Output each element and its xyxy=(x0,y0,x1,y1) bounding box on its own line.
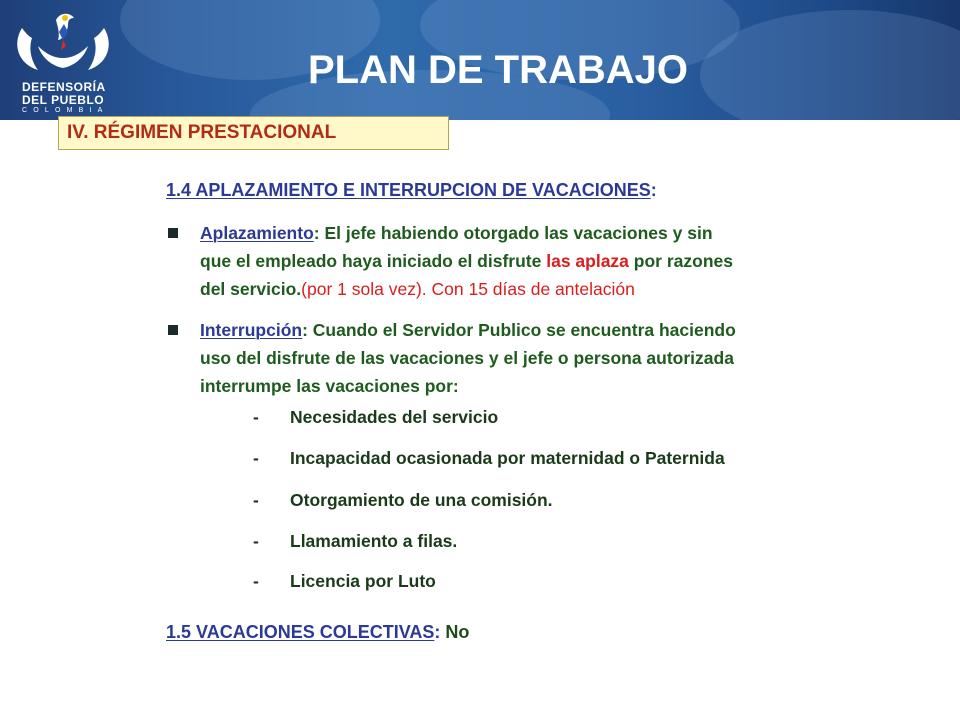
reason-list-item xyxy=(253,531,457,552)
reason-text: Incapacidad ocasionada por maternidad o Paternida xyxy=(290,448,725,468)
reason-text: Otorgamiento de una comisión. xyxy=(290,490,553,510)
aplazamiento-line-2 xyxy=(200,247,920,275)
reason-text: Llamamiento a filas. xyxy=(290,531,458,551)
aplazamiento-line-3 xyxy=(200,275,920,303)
heading-1-5-colon: : xyxy=(434,622,441,642)
interrupcion-line-3: interrumpe las vacaciones por: xyxy=(200,376,459,396)
aplazamiento-text: : El jefe habiendo otorgado las vacaciones y sin xyxy=(313,223,713,243)
aplazamiento-note: (por 1 sola vez). Con 15 días de antelación xyxy=(301,279,635,299)
reason-list-item xyxy=(253,448,725,469)
logo-text-colombia: COLOMBIA xyxy=(22,107,109,114)
heading-1-4-text: 1.4 APLAZAMIENTO E INTERRUPCION DE VACACIONES xyxy=(166,180,651,200)
heading-1-5 xyxy=(166,622,469,643)
reason-list-item xyxy=(253,407,498,428)
interrupcion-line-1 xyxy=(200,316,920,344)
section-label: IV. RÉGIMEN PRESTACIONAL xyxy=(67,122,337,143)
section-label-box xyxy=(58,116,449,150)
reason-list-item xyxy=(253,571,436,592)
aplazamiento-text: por razones xyxy=(628,251,733,271)
heading-1-5-text: 1.5 VACACIONES COLECTIVAS xyxy=(166,622,435,642)
dash-bullet: - xyxy=(253,490,259,510)
aplazamiento-text: que el empleado haya iniciado el disfrute xyxy=(200,251,547,271)
interrupcion-line-2: uso del disfrute de las vacaciones y el jefe o persona autorizada xyxy=(200,348,734,368)
defensoria-logo xyxy=(8,6,120,114)
dash-bullet: - xyxy=(253,571,259,591)
dove-hands-icon xyxy=(8,6,120,80)
page-title: PLAN DE TRABAJO xyxy=(308,48,689,92)
heading-1-4-colon: : xyxy=(650,180,657,200)
dash-bullet: - xyxy=(253,407,259,427)
interrupcion-text: : Cuando el Servidor Publico se encuentra haciendo xyxy=(302,320,736,340)
aplazamiento-highlight: las aplaza xyxy=(546,251,629,271)
reason-text: Necesidades del servicio xyxy=(290,407,499,427)
term-interrupcion: Interrupción xyxy=(200,320,303,340)
term-aplazamiento: Aplazamiento xyxy=(200,223,314,243)
paragraph-interrupcion xyxy=(200,316,920,400)
reason-list-item xyxy=(253,490,553,511)
square-bullet-icon xyxy=(168,228,178,238)
aplazamiento-line-1 xyxy=(200,219,920,247)
aplazamiento-text: del servicio. xyxy=(200,279,302,299)
dash-bullet: - xyxy=(253,531,259,551)
heading-1-4 xyxy=(166,180,657,201)
header-banner xyxy=(0,0,960,120)
logo-text-defensoria: DEFENSORÍA xyxy=(22,80,106,94)
paragraph-aplazamiento xyxy=(200,219,920,303)
logo-text-del-pueblo: DEL PUEBLO xyxy=(22,93,105,107)
heading-1-5-answer: No xyxy=(440,622,470,642)
square-bullet-icon xyxy=(168,325,178,335)
reason-text: Licencia por Luto xyxy=(290,571,436,591)
dash-bullet: - xyxy=(253,448,259,468)
